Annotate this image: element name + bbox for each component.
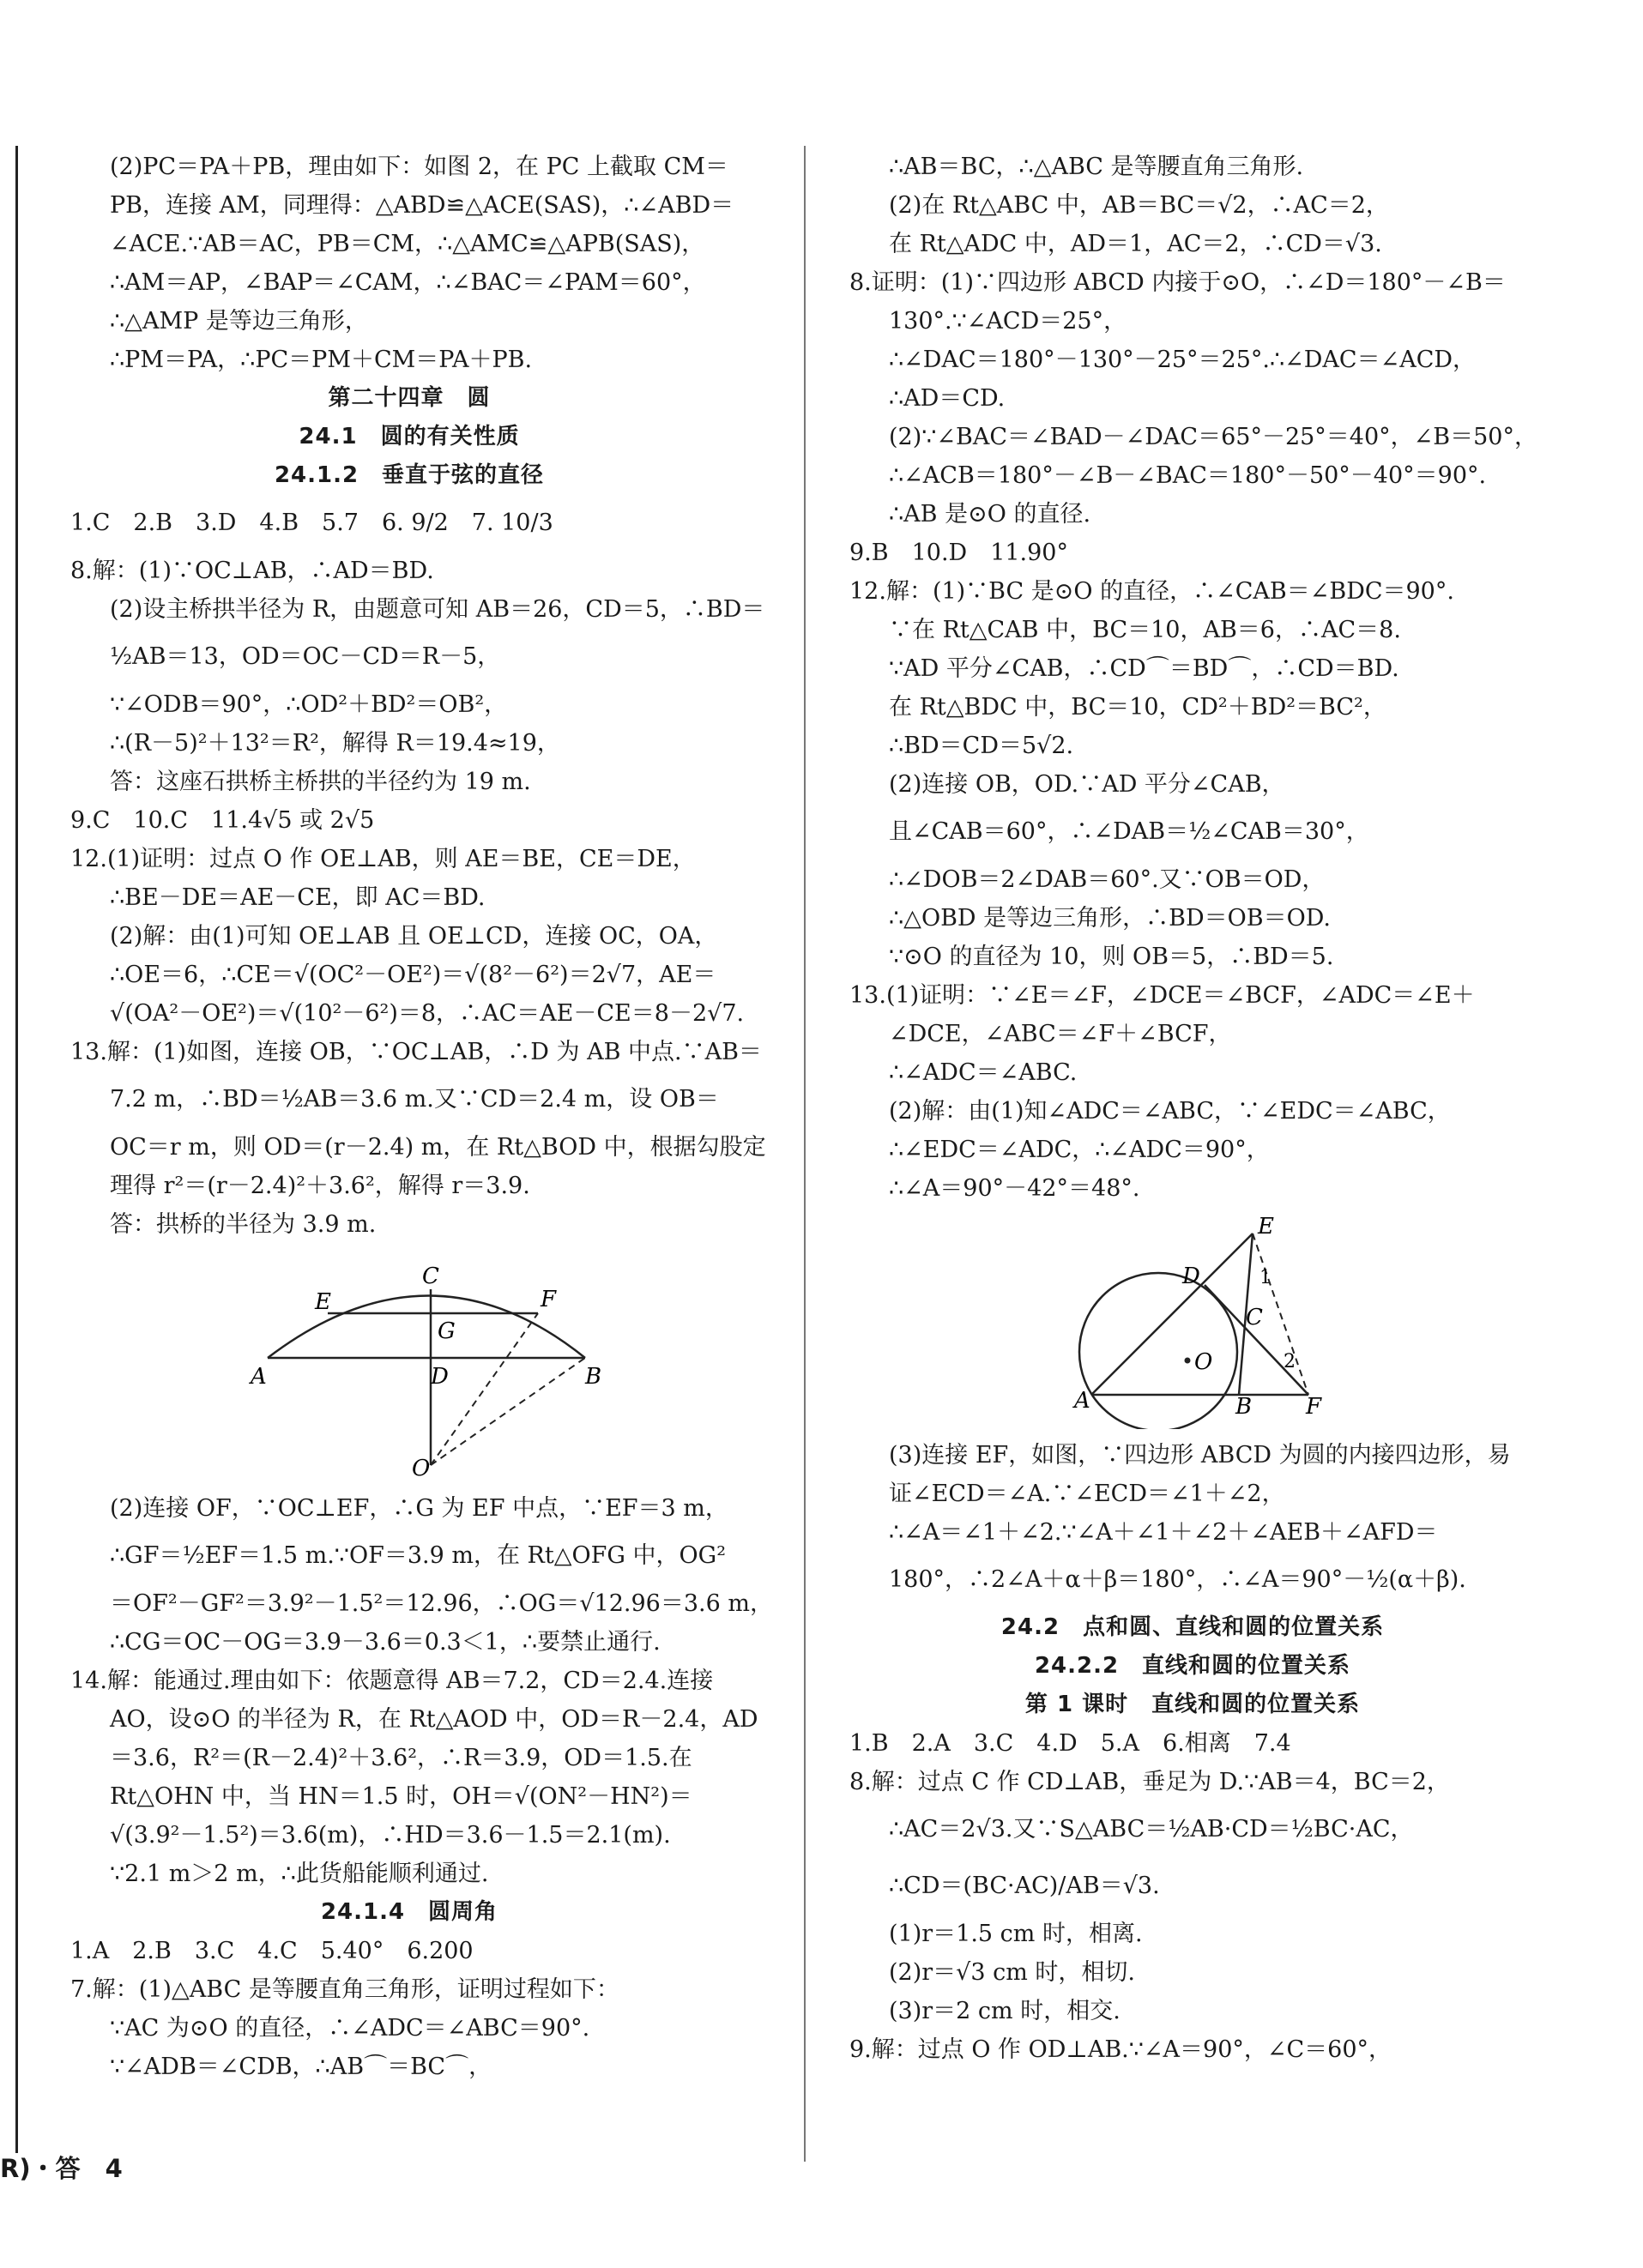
text-line: Rt△OHN 中，当 HN＝1.5 时，OH＝√(ON²－HN²)＝ xyxy=(110,1783,692,1810)
label-F: F xyxy=(541,1287,557,1312)
section-heading: 24.2 点和圆、直线和圆的位置关系 xyxy=(1000,1614,1385,1640)
text-line: ∴△OBD 是等边三角形，∴BD＝OB＝OD. xyxy=(889,905,1332,932)
text-line: (1)r＝1.5 cm 时，相离. xyxy=(889,1921,1143,1947)
text-line: ∴∠DAC＝180°－130°－25°＝25°.∴∠DAC＝∠ACD， xyxy=(889,347,1477,373)
text-line: (2)在 Rt△ABC 中，AB＝BC＝√2，∴AC＝2， xyxy=(889,192,1389,219)
text-line: (2)解：由(1)知∠ADC＝∠ABC，∵∠EDC＝∠ABC， xyxy=(889,1098,1451,1125)
answer-line: 1.A 2.B 3.C 4.C 5.40° 6.200 xyxy=(70,1938,474,1964)
text-line: OC＝r m，则 OD＝(r－2.4) m，在 Rt△BOD 中，根据勾股定 xyxy=(110,1134,766,1161)
text-line: 答：这座石拱桥主桥拱的半径约为 19 m. xyxy=(110,769,531,795)
label-E: E xyxy=(1258,1215,1274,1240)
text-line: 12.解：(1)∵BC 是⊙O 的直径，∴∠CAB＝∠BDC＝90°. xyxy=(849,578,1454,605)
text-line: ∴CG＝OC－OG＝3.9－3.6＝0.3＜1，∴要禁止通行. xyxy=(110,1629,661,1656)
answer-line: 9.B 10.D 11.90° xyxy=(849,540,1068,566)
text-line: 理得 r²＝(r－2.4)²＋3.6²，解得 r＝3.9. xyxy=(110,1173,530,1199)
text-line: (2)连接 OF，∵OC⊥EF，∴G 为 EF 中点，∵EF＝3 m， xyxy=(110,1495,728,1522)
text-line: ∴(R－5)²＋13²＝R²，解得 R＝19.4≈19， xyxy=(110,730,560,757)
text-line: ∴AB＝BC，∴△ABC 是等腰直角三角形. xyxy=(889,154,1304,180)
text-line: 14.解：能通过.理由如下：依题意得 AB＝7.2，CD＝2.4.连接 xyxy=(70,1668,714,1694)
right-column xyxy=(849,148,1536,2069)
text-line: ∴AM＝AP，∠BAP＝∠CAM，∴∠BAC＝∠PAM＝60°， xyxy=(110,269,706,296)
text-line: 答：拱桥的半径为 3.9 m. xyxy=(110,1211,377,1238)
column-divider xyxy=(804,146,806,2162)
subsection-heading: 24.1.2 垂直于弦的直径 xyxy=(274,462,545,488)
label-A: A xyxy=(251,1364,267,1390)
label-C: C xyxy=(1246,1305,1263,1330)
left-margin-rule xyxy=(15,146,18,2153)
text-line: 9.解：过点 O 作 OD⊥AB.∵∠A＝90°，∠C＝60°， xyxy=(849,2036,1392,2063)
text-line: ∵∠ADB＝∠CDB，∴AB⌒＝BC⌒， xyxy=(110,2054,492,2080)
text-line: ∴BE－DE＝AE－CE，即 AC＝BD. xyxy=(110,884,486,911)
text-line: ∵2.1 m＞2 m，∴此货船能顺利通过. xyxy=(110,1861,489,1887)
text-line: ∴△AMP 是等边三角形， xyxy=(110,308,368,335)
subsection-heading: 24.2.2 直线和圆的位置关系 xyxy=(1034,1653,1351,1679)
text-line: 7.解：(1)△ABC 是等腰直角三角形，证明过程如下： xyxy=(70,1976,619,2003)
label-E: E xyxy=(315,1289,331,1315)
text-line: 7.2 m，∴BD＝½AB＝3.6 m.又∵CD＝2.4 m，设 OB＝ xyxy=(110,1086,719,1113)
label-C: C xyxy=(422,1264,439,1289)
answer-line: 1.B 2.A 3.C 4.D 5.A 6.相离 7.4 xyxy=(849,1730,1291,1757)
inscribed-quadrilateral-figure xyxy=(849,1215,1536,1429)
text-line: 12.(1)证明：过点 O 作 OE⊥AB，则 AE＝BE，CE＝DE， xyxy=(70,846,696,872)
angle-label-2: 2 xyxy=(1284,1351,1296,1372)
text-line: 130°.∵∠ACD＝25°， xyxy=(889,308,1127,335)
text-line: ∵⊙O 的直径为 10，则 OB＝5，∴BD＝5. xyxy=(889,944,1334,970)
text-line: ∴∠ACB＝180°－∠B－∠BAC＝180°－50°－40°＝90°. xyxy=(889,462,1487,489)
answer-line: 9.C 10.C 11.4√5 或 2√5 xyxy=(70,807,375,834)
text-line: 8.证明：(1)∵四边形 ABCD 内接于⊙O，∴∠D＝180°－∠B＝ xyxy=(849,269,1506,296)
text-line: 证∠ECD＝∠A.∵∠ECD＝∠1＋∠2， xyxy=(889,1481,1285,1507)
text-line: ∴PM＝PA，∴PC＝PM＋CM＝PA＋PB. xyxy=(110,347,533,373)
label-B: B xyxy=(1235,1394,1253,1420)
text-line: (2)设主桥拱半径为 R，由题意可知 AB＝26，CD＝5，∴BD＝ xyxy=(110,596,765,623)
label-G: G xyxy=(438,1318,456,1344)
text-line: ∴AB 是⊙O 的直径. xyxy=(889,501,1091,528)
text-line: (2)r＝√3 cm 时，相切. xyxy=(889,1959,1136,1986)
text-line: (2)PC＝PA＋PB，理由如下：如图 2，在 PC 上截取 CM＝ xyxy=(110,154,728,180)
text-line: (2)解：由(1)可知 OE⊥AB 且 OE⊥CD，连接 OC，OA， xyxy=(110,923,718,950)
label-B: B xyxy=(585,1364,602,1390)
text-line: ∴∠ADC＝∠ABC. xyxy=(889,1059,1078,1086)
text-line: 且∠CAB＝60°，∴∠DAB＝½∠CAB＝30°， xyxy=(889,818,1369,845)
text-line: ∴∠EDC＝∠ADC，∴∠ADC＝90°， xyxy=(889,1137,1270,1163)
text-line: PB，连接 AM，同理得：△ABD≌△ACE(SAS)，∴∠ABD＝ xyxy=(110,192,734,219)
text-line: √(OA²－OE²)＝√(10²－6²)＝8，∴AC＝AE－CE＝8－2√7. xyxy=(110,1000,745,1027)
angle-label-1: 1 xyxy=(1259,1267,1272,1288)
text-line: ＝OF²－GF²＝3.9²－1.5²＝12.96，∴OG＝√12.96＝3.6 m， xyxy=(110,1590,773,1617)
label-O: O xyxy=(412,1456,431,1481)
text-line: ＝3.6，R²＝(R－2.4)²＋3.6²，∴R＝3.9，OD＝1.5.在 xyxy=(110,1745,692,1771)
text-line: ∴∠DOB＝2∠DAB＝60°.又∵OB＝OD， xyxy=(889,866,1326,893)
subsection-heading: 24.1.4 圆周角 xyxy=(320,1899,498,1925)
text-line: ∴GF＝½EF＝1.5 m.∵OF＝3.9 m，在 Rt△OFG 中，OG² xyxy=(110,1542,727,1569)
label-D: D xyxy=(431,1364,449,1390)
label-D: D xyxy=(1182,1264,1200,1289)
text-line: ∴AC＝2√3.又∵S△ABC＝½AB·CD＝½BC·AC， xyxy=(889,1816,1414,1843)
text-line: ∴∠A＝∠1＋∠2.∵∠A＋∠1＋∠2＋∠AEB＋∠AFD＝ xyxy=(889,1519,1438,1546)
text-line: ∴AD＝CD. xyxy=(889,385,1006,412)
text-line: (3)连接 EF，如图，∵四边形 ABCD 为圆的内接四边形，易 xyxy=(889,1442,1511,1469)
label-O: O xyxy=(1194,1349,1213,1375)
chapter-heading: 第二十四章 圆 xyxy=(328,385,491,411)
text-line: ∴OE＝6，∴CE＝√(OC²－OE²)＝√(8²－6²)＝2√7，AE＝ xyxy=(110,962,716,988)
text-line: ½AB＝13，OD＝OC－CD＝R－5， xyxy=(110,643,501,670)
text-line: 在 Rt△ADC 中，AD＝1，AC＝2，∴CD＝√3. xyxy=(889,231,1382,257)
text-line: ∵AC 为⊙O 的直径，∴∠ADC＝∠ABC＝90°. xyxy=(110,2015,590,2042)
text-line: 8.解：(1)∵OC⊥AB，∴AD＝BD. xyxy=(70,558,434,584)
text-line: ∵∠ODB＝90°，∴OD²＋BD²＝OB²， xyxy=(110,691,508,718)
text-line: ∴BD＝CD＝5√2. xyxy=(889,733,1074,759)
label-A: A xyxy=(1074,1388,1090,1414)
left-column xyxy=(70,148,773,2086)
text-line: (3)r＝2 cm 时，相交. xyxy=(889,1998,1121,2024)
text-line: √(3.9²－1.5²)＝3.6(m)，∴HD＝3.6－1.5＝2.1(m). xyxy=(110,1822,671,1849)
text-line: ∴CD＝(BC·AC)/AB＝√3. xyxy=(889,1873,1160,1899)
text-line: ∴∠A＝90°－42°＝48°. xyxy=(889,1175,1140,1202)
answer-line: 1.C 2.B 3.D 4.B 5.7 6. 9/2 7. 10/3 xyxy=(70,510,553,536)
text-line: ∠DCE，∠ABC＝∠F＋∠BCF， xyxy=(889,1021,1232,1047)
text-line: 在 Rt△BDC 中，BC＝10，CD²＋BD²＝BC²， xyxy=(889,694,1386,721)
text-line: 8.解：过点 C 作 CD⊥AB，垂足为 D.∵AB＝4，BC＝2， xyxy=(849,1769,1450,1795)
text-line: ∠ACE.∵AB＝AC，PB＝CM，∴△AMC≌△APB(SAS)， xyxy=(110,231,705,257)
text-line: ∵在 Rt△CAB 中，BC＝10，AB＝6，∴AC＝8. xyxy=(889,617,1401,643)
lesson-heading: 第 1 课时 直线和圆的位置关系 xyxy=(1024,1692,1361,1717)
label-F: F xyxy=(1306,1394,1322,1420)
text-line: AO，设⊙O 的半径为 R，在 Rt△AOD 中，OD＝R－2.4，AD xyxy=(110,1706,758,1733)
text-line: (2)连接 OB，OD.∵AD 平分∠CAB， xyxy=(889,771,1285,798)
section-heading: 24.1 圆的有关性质 xyxy=(299,424,520,449)
text-line: 13.解：(1)如图，连接 OB，∵OC⊥AB，∴D 为 AB 中点.∵AB＝ xyxy=(70,1039,762,1065)
text-line: 180°，∴2∠A＋α＋β＝180°，∴∠A＝90°－½(α＋β). xyxy=(889,1566,1466,1593)
text-line: 13.(1)证明：∵∠E＝∠F，∠DCE＝∠BCF，∠ADC＝∠E＋ xyxy=(849,982,1475,1009)
text-line: ∵AD 平分∠CAB，∴CD⌒＝BD⌒，∴CD＝BD. xyxy=(889,655,1399,682)
page-footer: R)・答 4 xyxy=(0,2154,123,2183)
text-line: (2)∵∠BAC＝∠BAD－∠DAC＝65°－25°＝40°，∠B＝50°， xyxy=(889,424,1537,450)
arch-bridge-figure xyxy=(70,1251,748,1482)
